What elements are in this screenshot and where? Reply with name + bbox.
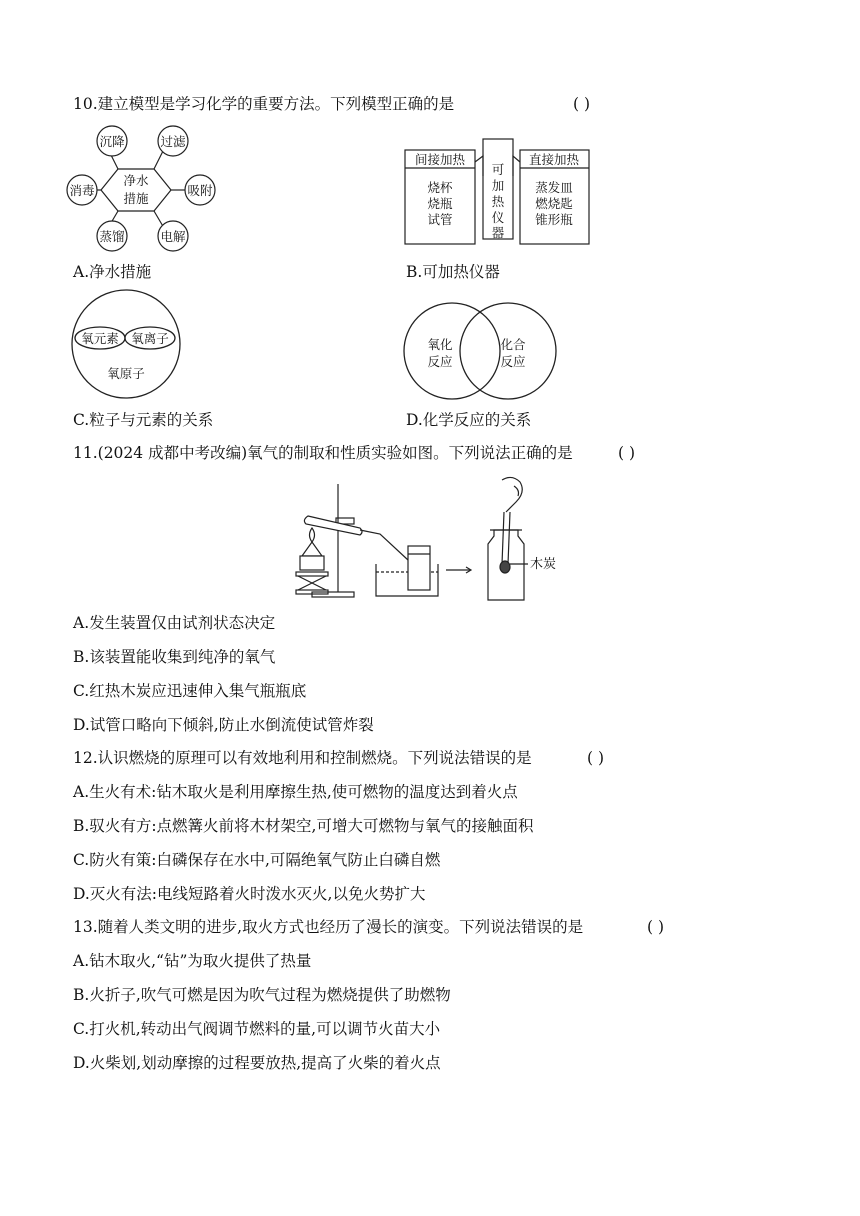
q11-option-b: B.该装置能收集到纯净的氧气 (73, 648, 276, 666)
center-label-line1: 净水 (123, 173, 149, 188)
heatable-label-char: 可 (491, 162, 505, 177)
oxidation-label-line2: 反应 (427, 354, 453, 369)
indirect-item: 烧杯 (427, 180, 453, 195)
combination-label-line2: 反应 (500, 354, 526, 369)
center-label-line2: 措施 (123, 191, 149, 206)
q11-answer-bracket: ( ) (618, 444, 636, 462)
direct-item: 锥形瓶 (535, 212, 573, 227)
model-d-caption: D.化学反应的关系 (406, 411, 532, 429)
particle-element-diagram (70, 288, 182, 400)
model-b-caption: B.可加热仪器 (406, 263, 500, 281)
q13-answer-bracket: ( ) (647, 918, 665, 936)
q12-option-b: B.驭火有方:点燃篝火前将木材架空,可增大可燃物与氧气的接触面积 (73, 817, 534, 835)
oxygen-atom-label: 氧原子 (107, 366, 145, 381)
q13-option-b: B.火折子,吹气可燃是因为吹气过程为燃烧提供了助燃物 (73, 986, 451, 1004)
heatable-label-char: 热 (491, 194, 505, 209)
q12-answer-bracket: ( ) (587, 749, 605, 767)
oxygen-ion-label: 氧离子 (131, 331, 169, 346)
oxygen-element-label: 氧元素 (81, 331, 119, 346)
q11-option-a: A.发生装置仅由试剂状态决定 (73, 614, 276, 632)
q12-option-c: C.防火有策:白磷保存在水中,可隔绝氧气防止白磷自燃 (73, 851, 441, 869)
q10-stem: 10.建立模型是学习化学的重要方法。下列模型正确的是 (73, 95, 455, 113)
heatable-label-char: 加 (491, 178, 505, 193)
oxygen-experiment-figure (290, 472, 580, 606)
q12-stem: 12.认识燃烧的原理可以有效地利用和控制燃烧。下列说法错误的是 (73, 749, 532, 767)
heatable-label-char: 仪 (491, 210, 505, 225)
oxidation-label-line1: 氧化 (427, 337, 453, 352)
q11-stem: 11.(2024 成都中考改编)氧气的制取和性质实验如图。下列说法正确的是 (73, 444, 573, 462)
direct-heat-header: 直接加热 (528, 152, 580, 167)
q13-option-c: C.打火机,转动出气阀调节燃料的量,可以调节火苗大小 (73, 1020, 441, 1038)
q11-option-c: C.红热木炭应迅速伸入集气瓶瓶底 (73, 682, 307, 700)
charcoal-label: 木炭 (530, 557, 557, 572)
combination-label-line1: 化合 (500, 337, 526, 352)
heatable-instruments-diagram (402, 136, 592, 248)
node-label: 沉降 (99, 134, 125, 149)
model-c-caption: C.粒子与元素的关系 (73, 411, 214, 429)
q13-option-d: D.火柴划,划动摩擦的过程要放热,提高了火柴的着火点 (73, 1054, 441, 1072)
heatable-label-char: 器 (491, 225, 505, 240)
indirect-item: 烧瓶 (427, 196, 453, 211)
reaction-relationship-diagram (402, 300, 558, 402)
direct-item: 蒸发皿 (535, 180, 573, 195)
node-label: 过滤 (160, 134, 186, 149)
q12-option-a: A.生火有术:钻木取火是利用摩擦生热,使可燃物的温度达到着火点 (73, 783, 518, 801)
node-label: 电解 (160, 229, 186, 244)
model-a-caption: A.净水措施 (73, 263, 152, 281)
indirect-item: 试管 (427, 212, 453, 227)
water-purification-diagram (66, 124, 226, 254)
indirect-heat-header: 间接加热 (414, 152, 466, 167)
q13-stem: 13.随着人类文明的进步,取火方式也经历了漫长的演变。下列说法错误的是 (73, 918, 584, 936)
q12-option-d: D.灭火有法:电线短路着火时泼水灭火,以免火势扩大 (73, 885, 426, 903)
direct-item: 燃烧匙 (535, 196, 573, 211)
node-label: 吸附 (187, 183, 213, 198)
q10-answer-bracket: ( ) (573, 95, 591, 113)
node-label: 蒸馏 (99, 229, 125, 244)
q11-option-d: D.试管口略向下倾斜,防止水倒流使试管炸裂 (73, 716, 374, 734)
q13-option-a: A.钻木取火,“钻”为取火提供了热量 (73, 952, 312, 970)
node-label: 消毒 (69, 183, 95, 198)
